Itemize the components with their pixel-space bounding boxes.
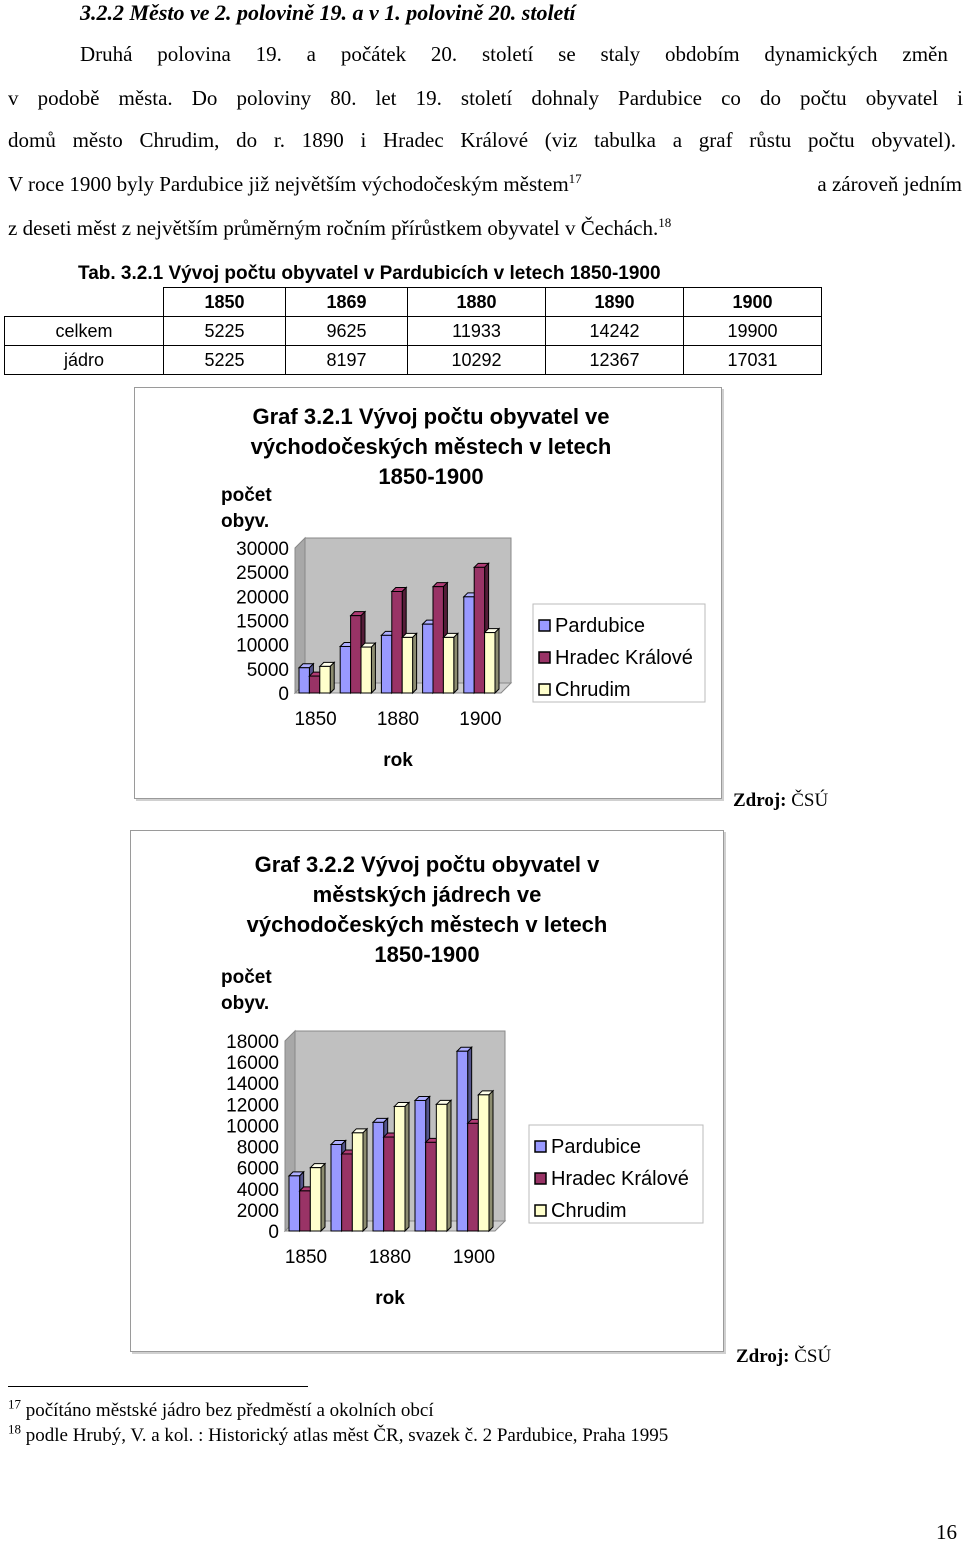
bar-side xyxy=(330,662,334,693)
chart-1-source: Zdroj: ČSÚ xyxy=(733,790,829,811)
table-caption: Tab. 3.2.1 Vývoj počtu obyvatel v Pardubicích v letech 1850-1900 xyxy=(78,263,661,284)
legend-swatch xyxy=(535,1173,546,1184)
bar xyxy=(443,633,457,693)
year-header: 1850 xyxy=(164,288,286,317)
section-heading: 3.2.2 Město ve 2. polovině 19. a v 1. polovině 20. století xyxy=(80,0,576,25)
bar-front xyxy=(485,633,495,693)
table-cell: 8197 xyxy=(286,346,408,375)
chart-legend xyxy=(533,604,705,702)
bar-front xyxy=(423,624,433,693)
footnote-ref-17: 17 xyxy=(568,171,582,186)
paragraph-word: tabulka xyxy=(594,128,656,152)
bar xyxy=(436,1100,451,1231)
paragraph-word: počtu xyxy=(808,128,855,152)
bar-front xyxy=(373,1122,384,1231)
paragraph-line-4 xyxy=(8,172,962,197)
y-axis-label: obyv. xyxy=(221,993,270,1014)
paragraph-word: r. xyxy=(273,128,285,152)
chart-2 xyxy=(131,831,723,1351)
bar-front xyxy=(289,1176,300,1231)
paragraph-word: a xyxy=(306,42,316,66)
y-tick-label: 6000 xyxy=(236,1158,279,1180)
y-tick-label: 15000 xyxy=(236,611,289,633)
paragraph-word: Druhá xyxy=(80,42,133,66)
bar xyxy=(320,662,334,693)
bar-front xyxy=(384,1137,395,1231)
table-cell: 5225 xyxy=(164,317,286,346)
paragraph-line-1 xyxy=(80,42,948,67)
bar-side xyxy=(489,1091,493,1231)
paragraph-word: změn xyxy=(902,42,948,66)
paragraph-word: počátek xyxy=(340,42,407,66)
legend-label: Chrudim xyxy=(551,1200,627,1222)
table-row-jadro xyxy=(5,346,822,375)
y-tick-label: 5000 xyxy=(246,659,289,681)
y-tick-label: 4000 xyxy=(236,1179,279,1201)
paragraph-word: (viz xyxy=(544,128,578,152)
bar-side xyxy=(363,1129,367,1231)
chart-1-frame xyxy=(134,387,722,799)
paragraph-word: 1890 xyxy=(301,128,344,152)
paragraph-word: města. xyxy=(118,86,173,110)
paragraph-word: růstu xyxy=(749,128,792,152)
bar-side xyxy=(371,643,375,693)
bar-front xyxy=(320,666,330,693)
legend-label: Pardubice xyxy=(551,1136,642,1158)
paragraph-line-2 xyxy=(8,86,963,111)
footnote-ref-18: 18 xyxy=(658,215,672,230)
bar xyxy=(478,1091,493,1231)
paragraph-word: do xyxy=(759,86,781,110)
paragraph-word: co xyxy=(721,86,741,110)
chart-2-frame xyxy=(130,830,724,1352)
legend-swatch xyxy=(539,652,550,663)
y-tick-label: 30000 xyxy=(236,539,289,560)
bar-front xyxy=(309,676,319,693)
legend-label: Pardubice xyxy=(555,615,646,637)
bar-front xyxy=(436,1104,447,1231)
paragraph-line-4-end: a zároveň jedním xyxy=(817,172,962,196)
chart-title-line: 1850-1900 xyxy=(374,942,480,967)
x-tick-label: 1900 xyxy=(452,1247,496,1268)
legend-swatch xyxy=(539,684,550,695)
y-tick-label: 10000 xyxy=(226,1116,279,1138)
paragraph-line-5: z deseti měst z největším průměrným ročním přírůstkem obyvatel v Čechách.$^{18}$ xyxy=(8,215,672,240)
bar-front xyxy=(352,1133,363,1231)
paragraph-word: 19. xyxy=(255,42,282,66)
y-tick-label: 14000 xyxy=(226,1074,279,1096)
legend-swatch xyxy=(535,1205,546,1216)
y-tick-label: 2000 xyxy=(236,1200,279,1222)
paragraph-word: polovina xyxy=(157,42,231,66)
page-number: 16 xyxy=(936,1520,957,1544)
bar-front xyxy=(433,587,443,693)
paragraph-word: obdobím xyxy=(664,42,740,66)
bar-front xyxy=(331,1144,342,1231)
legend-label: Hradec Králové xyxy=(555,647,693,669)
table-row-celkem xyxy=(5,317,822,346)
paragraph-word: podobě xyxy=(37,86,100,110)
year-header: 1890 xyxy=(546,288,684,317)
row-label: celkem xyxy=(5,317,164,346)
paragraph-word: Chrudim, xyxy=(139,128,220,152)
legend-swatch xyxy=(535,1141,546,1152)
bar-front xyxy=(381,635,391,693)
population-table xyxy=(4,287,822,375)
footnote-18: $^{18}$ podle Hrubý, V. a kol. : Historický atlas měst ČR, svazek č. 2 Pardubice, Praha 1995 xyxy=(8,1421,669,1446)
paragraph-word: století xyxy=(481,42,534,66)
year-header: 1869 xyxy=(286,288,408,317)
paragraph-word: dohnaly xyxy=(531,86,599,110)
row-label: jádro xyxy=(5,346,164,375)
paragraph-word: v xyxy=(8,86,19,110)
chart-title-line: východočeských městech v letech xyxy=(246,912,608,937)
bar-front xyxy=(415,1100,426,1231)
x-tick-label: 1850 xyxy=(294,709,337,730)
table-header-row xyxy=(5,288,822,317)
footnote-17: $^{17}$ počítáno městské jádro bez předměstí a okolních obcí xyxy=(8,1396,434,1421)
bar-front xyxy=(392,592,402,694)
chart-title-line: 1850-1900 xyxy=(378,464,484,489)
paragraph-word: počtu xyxy=(800,86,847,110)
legend-label: Hradec Králové xyxy=(551,1168,689,1190)
bar-front xyxy=(478,1095,489,1231)
bar-side xyxy=(321,1164,325,1231)
paragraph-line-4-main: V roce 1900 byly Pardubice již největším východočeským městem$^{17}$ xyxy=(8,171,582,196)
legend-swatch xyxy=(539,620,550,631)
bar xyxy=(485,629,499,693)
chart-title-line: východočeských městech v letech xyxy=(250,434,612,459)
table-cell: 10292 xyxy=(408,346,546,375)
y-tick-label: 18000 xyxy=(226,1032,279,1053)
bar-front xyxy=(426,1142,437,1231)
bar-front xyxy=(443,637,453,693)
bar-front xyxy=(340,646,350,693)
table-cell: 11933 xyxy=(408,317,546,346)
bar-front xyxy=(342,1154,353,1231)
chart-legend xyxy=(529,1125,703,1223)
table-cell: 17031 xyxy=(684,346,822,375)
paragraph-word: 19. xyxy=(415,86,442,110)
paragraph-word: 20. xyxy=(430,42,458,66)
paragraph-line-3 xyxy=(8,128,956,153)
y-axis-label: obyv. xyxy=(221,511,270,532)
chart-title-line: Graf 3.2.2 Vývoj počtu obyvatel v xyxy=(254,852,600,877)
y-tick-label: 16000 xyxy=(226,1053,279,1075)
bar-front xyxy=(402,637,412,693)
y-tick-label: 0 xyxy=(268,1222,279,1243)
bar xyxy=(310,1164,325,1231)
x-tick-label: 1880 xyxy=(376,709,420,730)
paragraph-word: poloviny xyxy=(236,86,312,110)
bar xyxy=(394,1102,409,1231)
paragraph-word: století xyxy=(460,86,513,110)
chart-1 xyxy=(135,388,721,798)
bar-side xyxy=(447,1100,451,1231)
bar-front xyxy=(457,1051,468,1231)
y-tick-label: 8000 xyxy=(236,1137,279,1159)
x-tick-label: 1880 xyxy=(368,1247,412,1268)
bar-front xyxy=(474,567,484,693)
y-tick-label: 25000 xyxy=(236,563,289,585)
paragraph-word: domů xyxy=(8,128,56,152)
bar xyxy=(402,633,416,693)
bar-side xyxy=(413,633,417,693)
paragraph-word: dynamických xyxy=(764,42,878,66)
table-cell: 12367 xyxy=(546,346,684,375)
paragraph-word: Hradec xyxy=(383,128,444,152)
bar xyxy=(361,643,375,693)
table-corner-cell xyxy=(5,288,164,317)
bar xyxy=(352,1129,367,1231)
table-cell: 14242 xyxy=(546,317,684,346)
paragraph-word: obyvatel xyxy=(865,86,939,110)
paragraph-word: Pardubice xyxy=(618,86,703,110)
x-tick-label: 1900 xyxy=(459,709,502,730)
legend-label: Chrudim xyxy=(555,679,631,701)
y-tick-label: 12000 xyxy=(226,1095,279,1117)
bar-front xyxy=(351,616,361,693)
year-header: 1880 xyxy=(408,288,546,317)
y-tick-label: 0 xyxy=(278,684,289,705)
bar-front xyxy=(361,647,371,693)
paragraph-word: do xyxy=(236,128,258,152)
table-cell: 19900 xyxy=(684,317,822,346)
x-axis-label: rok xyxy=(375,1288,405,1309)
paragraph-word: staly xyxy=(600,42,641,66)
paragraph-word: i xyxy=(957,86,963,110)
bar-front xyxy=(468,1123,479,1231)
y-tick-label: 20000 xyxy=(236,587,289,609)
paragraph-word: se xyxy=(558,42,576,66)
table-cell: 5225 xyxy=(164,346,286,375)
bar-side xyxy=(495,629,499,693)
bar-side xyxy=(454,633,458,693)
paragraph-word: a xyxy=(672,128,683,152)
x-axis-label: rok xyxy=(383,750,413,771)
bar-front xyxy=(300,1191,311,1231)
table-cell: 9625 xyxy=(286,317,408,346)
chart-title-line: Graf 3.2.1 Vývoj počtu obyvatel ve xyxy=(252,404,610,429)
paragraph-word: graf xyxy=(698,128,733,152)
bar-front xyxy=(464,597,474,693)
paragraph-word: město xyxy=(72,128,123,152)
chart-title-line: městských jádrech ve xyxy=(312,882,542,907)
y-axis-label: počet xyxy=(221,967,272,988)
y-tick-label: 10000 xyxy=(236,635,289,657)
paragraph-word: Králové xyxy=(460,128,529,152)
y-axis-label: počet xyxy=(221,485,272,506)
paragraph-word: i xyxy=(360,128,367,152)
paragraph-word: 80. xyxy=(330,86,357,110)
bar-side xyxy=(405,1102,409,1231)
bar-front xyxy=(299,668,309,693)
x-tick-label: 1850 xyxy=(284,1247,328,1268)
bar-front xyxy=(394,1106,405,1231)
bar-front xyxy=(310,1168,321,1231)
year-header: 1900 xyxy=(684,288,822,317)
chart-2-source: Zdroj: ČSÚ xyxy=(736,1346,832,1367)
footnote-separator xyxy=(8,1386,308,1387)
paragraph-word: obyvatel). xyxy=(871,128,956,152)
paragraph-word: Do xyxy=(191,86,218,110)
paragraph-word: let xyxy=(375,86,397,110)
